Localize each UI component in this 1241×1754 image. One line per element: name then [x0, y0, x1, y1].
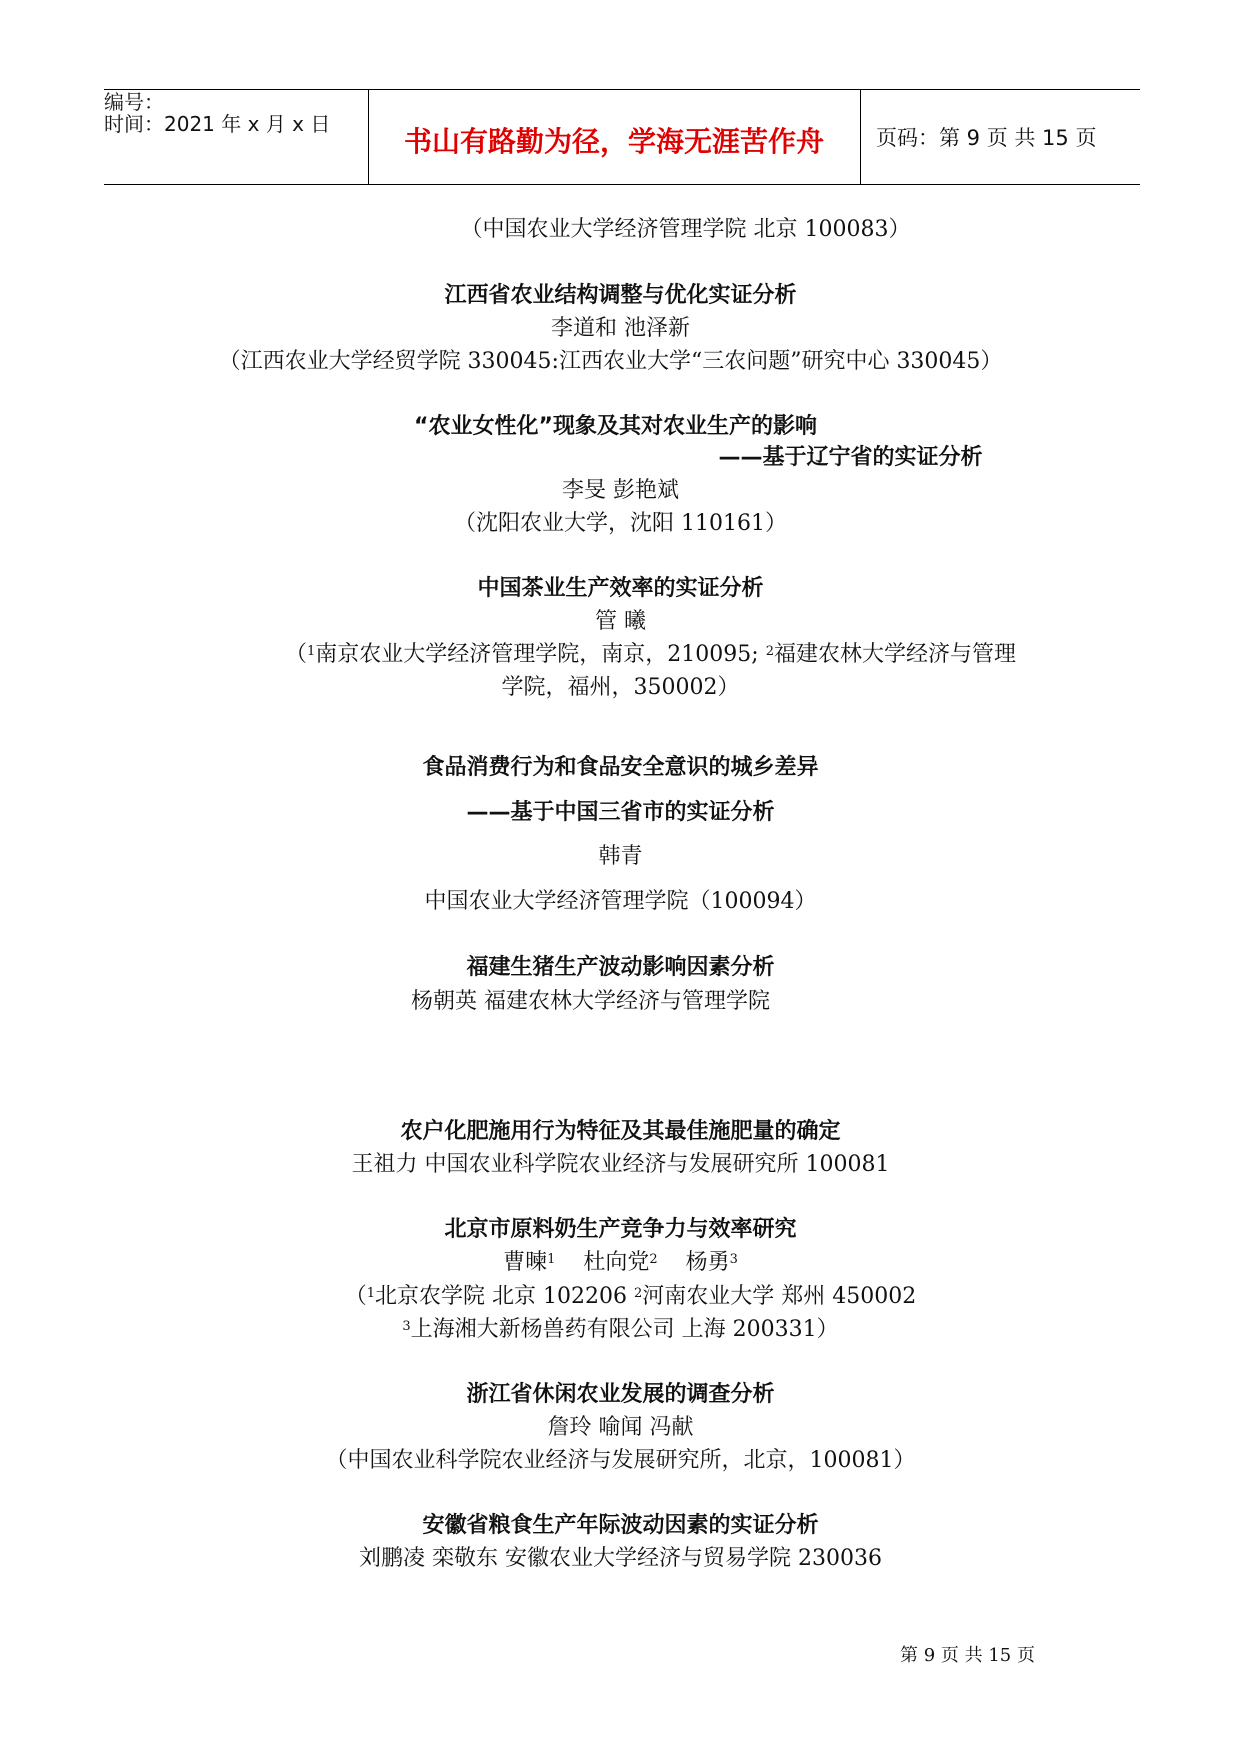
- affiliation: （$^1$北京农学院 北京 102206 $^2$河南农业大学 郑州 450002: [344, 1284, 917, 1309]
- paper-title: 江西省农业结构调整与优化实证分析: [444, 283, 797, 308]
- affiliation: （沈阳农业大学，沈阳 110161）: [454, 511, 787, 536]
- paper-authors: 李旻 彭艳斌: [562, 478, 679, 503]
- header-number: 编号：: [104, 90, 164, 114]
- paper-authors: 詹玲 喻闻 冯献: [547, 1415, 694, 1440]
- page-footer: 第 9 页 共 15 页: [900, 1645, 1035, 1666]
- paper-title: “农业女性化”现象及其对农业生产的影响: [414, 414, 817, 439]
- paper-authors-affiliation: 刘鹏凌 栾敬东 安徽农业大学经济与贸易学院 230036: [359, 1546, 882, 1571]
- header-time: 时间：2021 年 x 月 x 日: [104, 112, 331, 136]
- paper-title: 浙江省休闲农业发展的调查分析: [466, 1382, 775, 1407]
- header-motto-cell: [368, 90, 861, 184]
- affiliation: 中国农业大学经济管理学院（100094）: [424, 889, 817, 914]
- paper-authors: 李道和 池泽新: [551, 316, 690, 341]
- paper-title: 福建生猪生产波动影响因素分析: [466, 955, 775, 980]
- paper-authors-affiliation: 杨朝英 福建农林大学经济与管理学院: [411, 989, 770, 1014]
- affiliation: （$^1$南京农业大学经济管理学院，南京，210095; $^2$福建农林大学经济与管理: [285, 642, 1016, 667]
- paper-authors: 管 曦: [595, 609, 646, 634]
- paper-authors: 曹暕$^1$ 杜向党$^2$ 杨勇$^3$: [503, 1250, 738, 1275]
- paper-title: 食品消费行为和食品安全意识的城乡差异: [422, 755, 819, 780]
- paper-title: 农户化肥施用行为特征及其最佳施肥量的确定: [400, 1119, 841, 1144]
- paper-authors-affiliation: 王祖力 中国农业科学院农业经济与发展研究所 100081: [351, 1152, 890, 1177]
- paper-title: 中国茶业生产效率的实证分析: [477, 576, 764, 601]
- paper-subtitle: ——基于中国三省市的实证分析: [466, 800, 775, 825]
- affiliation: （江西农业大学经贸学院 330045:江西农业大学“三农问题”研究中心 330045）: [218, 349, 1003, 374]
- affiliation: （中国农业科学院农业经济与发展研究所，北京，100081）: [325, 1448, 916, 1473]
- header-meta-cell: [104, 90, 369, 184]
- header-page-info: 页码：第 9 页 共 15 页: [876, 126, 1097, 150]
- paper-title: 安徽省粮食生产年际波动因素的实证分析: [422, 1513, 819, 1538]
- paper-subtitle: ——基于辽宁省的实证分析: [718, 445, 983, 470]
- page-header: [104, 89, 1140, 185]
- paper-title: 北京市原料奶生产竞争力与效率研究: [444, 1217, 797, 1242]
- affiliation-continued: 学院，福州，350002）: [501, 675, 740, 700]
- paper-authors: 韩青: [598, 844, 643, 869]
- header-motto: 书山有路勤为径，学海无涯苦作舟: [403, 125, 824, 158]
- header-page-cell: [860, 90, 1140, 184]
- affiliation: （中国农业大学经济管理学院 北京 100083）: [460, 217, 911, 242]
- affiliation-continued: $^3$上海湘大新杨兽药有限公司 上海 200331）: [402, 1317, 839, 1342]
